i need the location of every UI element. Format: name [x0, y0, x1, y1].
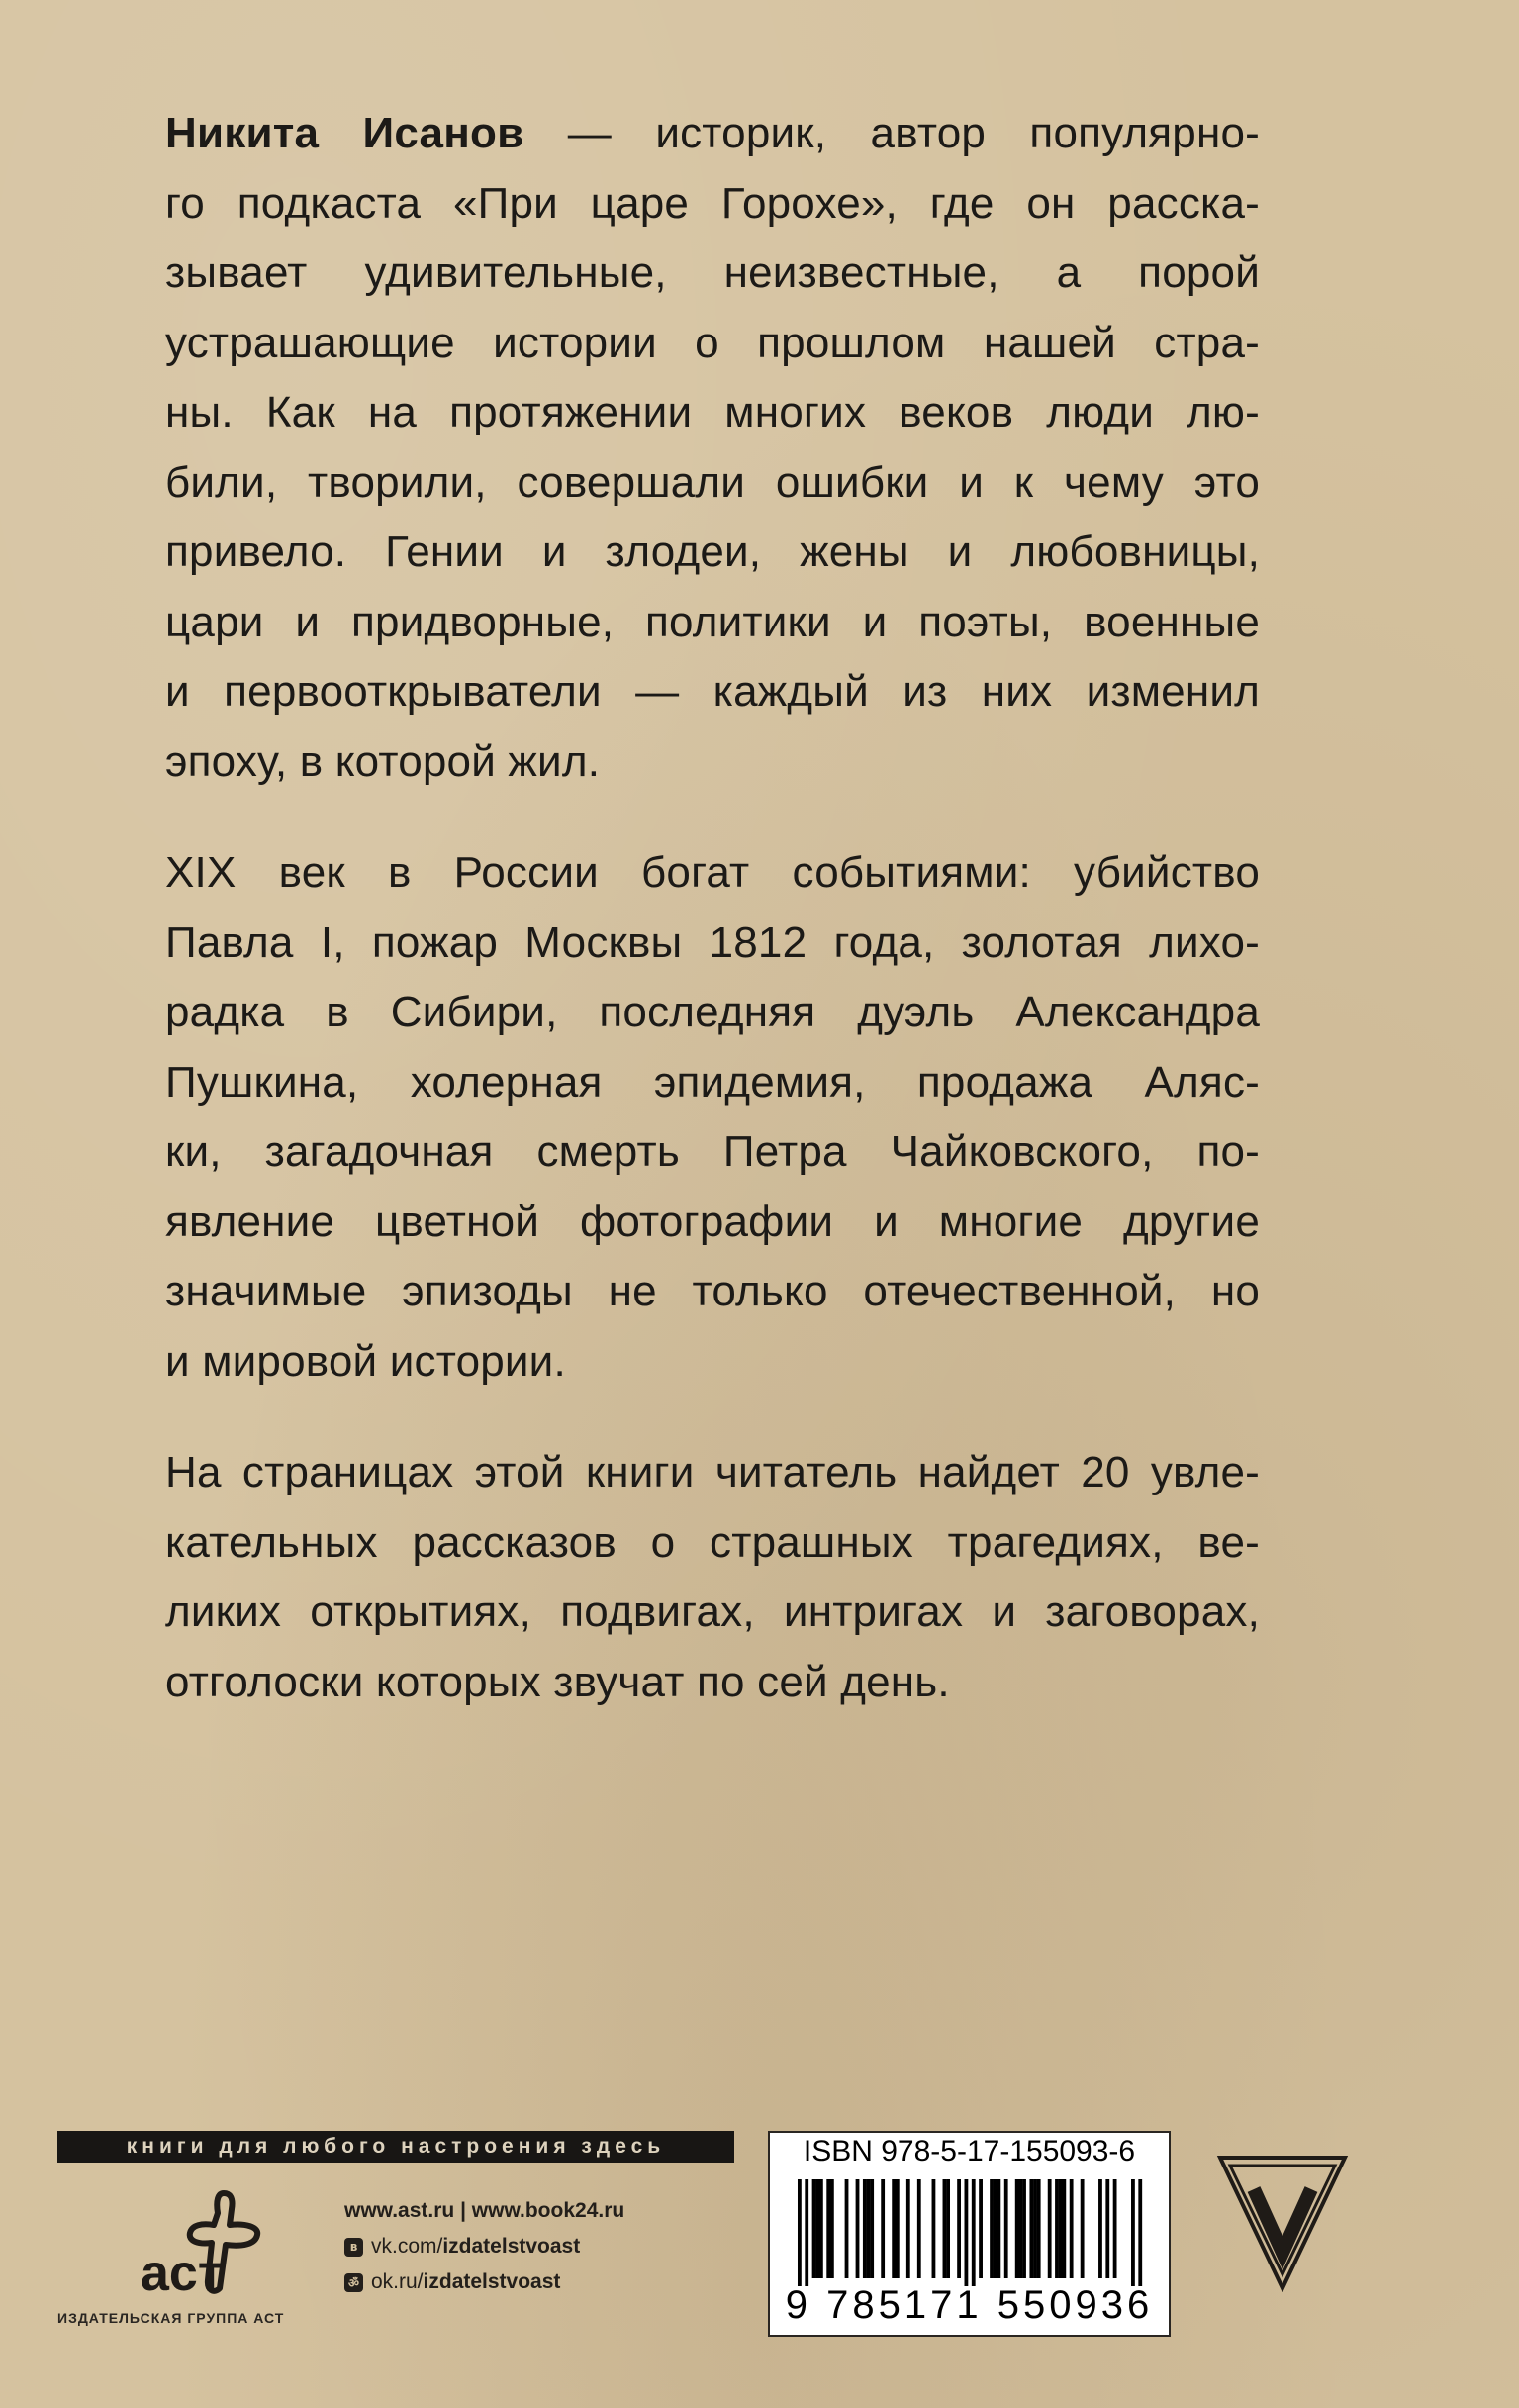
line-text: цари и придворные, политики и поэты, военные: [165, 597, 1260, 646]
barcode-bar: [815, 2179, 819, 2278]
ok-prefix[interactable]: ok.ru/: [371, 2270, 424, 2293]
barcode-digits-text: 9 785171 550936: [785, 2283, 1154, 2327]
barcode-bar: [863, 2179, 867, 2278]
barcode-bar: [943, 2179, 947, 2278]
barcode-bar: [1059, 2179, 1063, 2278]
barcode-bar: [997, 2179, 1000, 2278]
line-text: устрашающие истории о прошлом нашей стра-: [165, 318, 1260, 367]
ast-logo-icon: [107, 2185, 285, 2304]
author-name: Никита Исанов: [165, 109, 524, 157]
age-rating-badge-icon: [1216, 2154, 1349, 2292]
text-line: [165, 1578, 1260, 1648]
annotation-text: [165, 99, 1260, 1759]
ok-row: [344, 2264, 624, 2300]
text-line: [165, 1257, 1260, 1327]
line-text: и первооткрыватели — каждый из них изменил: [165, 667, 1260, 716]
line-text: и мировой истории.: [165, 1336, 566, 1386]
websites-link[interactable]: www.ast.ru | www.book24.ru: [344, 2199, 625, 2222]
barcode-bar: [1113, 2179, 1117, 2278]
barcode-bar: [892, 2179, 896, 2278]
text-line: [165, 1327, 1260, 1397]
text-line: [165, 378, 1260, 448]
barcode-bar: [881, 2179, 885, 2278]
barcode-bar: [994, 2179, 997, 2278]
vk-handle[interactable]: izdatelstvoast: [442, 2235, 581, 2258]
barcode-bar: [805, 2179, 808, 2286]
text-line: [165, 727, 1260, 798]
ok-handle[interactable]: izdatelstvoast: [423, 2270, 561, 2293]
text-line: [165, 1438, 1260, 1508]
text-line: [165, 239, 1260, 309]
line-text: привело. Гении и злодеи, жены и любовницы,: [165, 528, 1260, 576]
text-line: [165, 518, 1260, 588]
barcode: [787, 2179, 1153, 2286]
vk-row: [344, 2229, 624, 2264]
barcode-bar: [1022, 2179, 1026, 2278]
barcode-bar: [1018, 2179, 1022, 2278]
barcode-bar: [1105, 2179, 1109, 2278]
text-line: [165, 309, 1260, 379]
vk-icon: в: [344, 2238, 363, 2257]
barcode-bar: [1098, 2179, 1102, 2278]
text-line: [165, 588, 1260, 658]
barcode-bar: [1029, 2179, 1033, 2278]
publisher-name: ИЗДАТЕЛЬСКАЯ ГРУППА АСТ: [57, 2310, 285, 2326]
text-line: [165, 1508, 1260, 1579]
barcode-box: [768, 2131, 1171, 2337]
line-text: зывает удивительные, неизвестные, а порой: [165, 248, 1260, 297]
barcode-bar: [1131, 2179, 1135, 2286]
barcode-bar: [946, 2179, 950, 2278]
barcode-bar: [965, 2179, 969, 2286]
line-text: радка в Сибири, последняя дуэль Александра: [165, 988, 1260, 1036]
line-text: го подкаста «При царе Горохе», где он расска-: [165, 178, 1260, 228]
barcode-bar: [990, 2179, 994, 2278]
text-line: [165, 909, 1260, 979]
text-line: [165, 1117, 1260, 1188]
line-text: ликих открытиях, подвигах, интригах и заговорах,: [165, 1588, 1260, 1636]
tagline-bar: книги для любого настроения здесь: [57, 2131, 734, 2163]
barcode-digits: [770, 2283, 1169, 2328]
text-line: [165, 657, 1260, 727]
line-text: Павла I, пожар Москвы 1812 года, золотая лихо-: [165, 917, 1260, 967]
barcode-bar: [819, 2179, 823, 2278]
barcode-bar: [1033, 2179, 1037, 2278]
barcode-bar: [917, 2179, 921, 2278]
websites-row: [344, 2193, 624, 2229]
barcode-bar: [1004, 2179, 1008, 2278]
barcode-bar: [867, 2179, 871, 2278]
line-text: ки, загадочная смерть Петра Чайковского, по-: [165, 1127, 1260, 1176]
line-text: Пушкина, холерная эпидемия, продажа Аляс-: [165, 1057, 1260, 1107]
text-line: [165, 448, 1260, 519]
ast-logo-text: аст: [141, 2245, 224, 2302]
text-line: [165, 978, 1260, 1048]
text-line: [165, 169, 1260, 240]
barcode-bar: [1062, 2179, 1066, 2278]
barcode-bar: [1055, 2179, 1059, 2278]
barcode-bar: [1048, 2179, 1052, 2278]
line-text: значимые эпизоды не только отечественной, но: [165, 1267, 1260, 1315]
barcode-bar: [1070, 2179, 1074, 2278]
paragraph-2: [165, 838, 1260, 1397]
text-line: [165, 838, 1260, 909]
text-line: [165, 1188, 1260, 1258]
barcode-bar: [798, 2179, 802, 2286]
barcode-bar: [826, 2179, 830, 2278]
barcode-bar: [1015, 2179, 1019, 2278]
barcode-bar: [932, 2179, 936, 2278]
barcode-bar: [1138, 2179, 1142, 2286]
line-text: били, творили, совершали ошибки и к чему это: [165, 457, 1260, 507]
contacts-block: [344, 2193, 624, 2300]
barcode-bar: [870, 2179, 874, 2278]
barcode-bar: [957, 2179, 961, 2278]
barcode-bar: [1037, 2179, 1041, 2278]
text-line: [165, 99, 1260, 169]
barcode-bar: [972, 2179, 976, 2286]
line-text: отголоски которых звучат по сей день.: [165, 1657, 950, 1706]
barcode-bar: [845, 2179, 849, 2278]
line-text: XIX век в России богат событиями: убийство: [165, 848, 1260, 897]
paragraph-3: [165, 1438, 1260, 1717]
barcode-bar: [896, 2179, 900, 2278]
text-line: [165, 1048, 1260, 1118]
line-text: На страницах этой книги читатель найдет 20 увле-: [165, 1448, 1260, 1496]
barcode-bar: [906, 2179, 910, 2278]
barcode-bar: [856, 2179, 860, 2278]
barcode-bar: [812, 2179, 816, 2278]
paragraph-1: [165, 99, 1260, 797]
isbn-label: ISBN 978-5-17-155093-6: [803, 2135, 1136, 2167]
barcode-bar: [1081, 2179, 1085, 2278]
line-text: — историк, автор популярно-: [523, 109, 1260, 157]
line-text: ны. Как на протяжении многих веков люди лю-: [165, 388, 1260, 436]
text-line: [165, 1648, 1260, 1718]
vk-prefix[interactable]: vk.com/: [371, 2235, 443, 2258]
line-text: кательных рассказов о страшных трагедиях, ве-: [165, 1517, 1260, 1567]
barcode-bar: [979, 2179, 983, 2278]
line-text: явление цветной фотографии и многие другие: [165, 1197, 1260, 1246]
line-text: эпоху, в которой жил.: [165, 736, 601, 786]
barcode-bar: [830, 2179, 834, 2278]
ok-icon: ॐ: [344, 2273, 363, 2292]
